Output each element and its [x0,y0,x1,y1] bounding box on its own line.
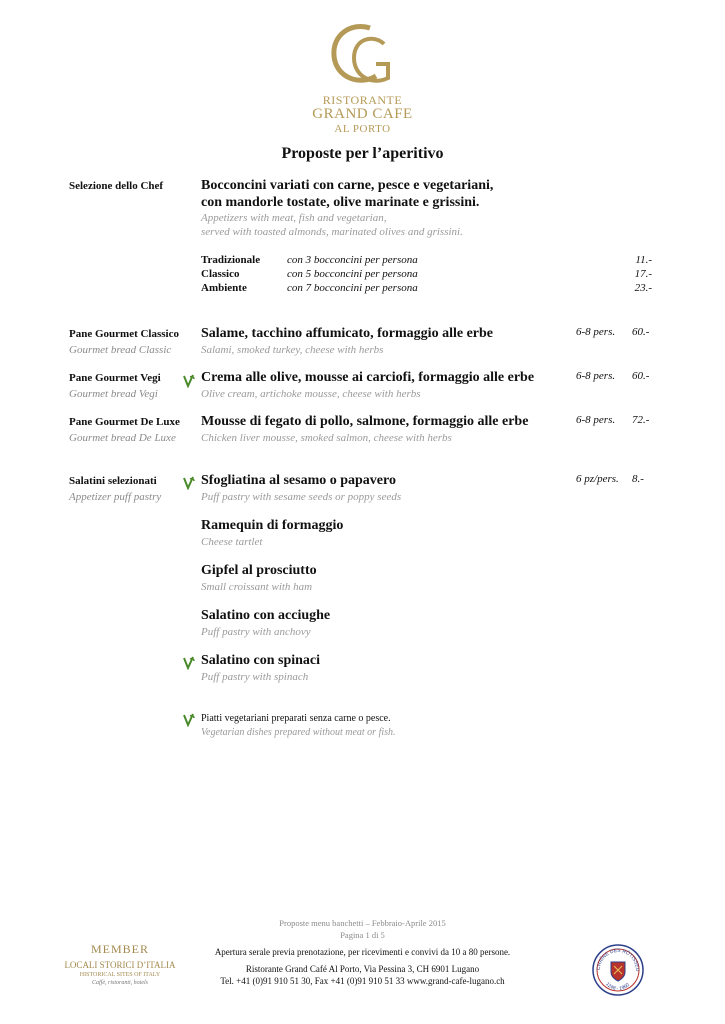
vegetarian-note: Piatti vegetariani preparati senza carne o pesce. [201,713,391,724]
bread-price: 60.- [632,370,650,382]
chef-en-line2: served with toasted almonds, marinated olives and grissini. [201,226,463,238]
bread-dish-en: Olive cream, artichoke mousse, cheese with herbs [201,388,421,400]
member-badge-title: MEMBER [90,942,149,956]
salatino-item-en: Puff pastry with anchovy [201,626,311,638]
brand-line-grand-cafe: GRAND CAFE [312,106,413,122]
brand-line-ristorante: RISTORANTE [322,93,403,107]
bread-qty: 6-8 pers. [576,326,616,338]
salatino-item: Gipfel al prosciutto [201,563,317,578]
bread-price: 72.- [632,414,650,426]
section-label-bread-classic: Pane Gourmet Classico [69,328,179,340]
bread-dish-en: Salami, smoked turkey, cheese with herbs [201,344,384,356]
salatino-item-en: Puff pastry with sesame seeds or poppy seeds [201,491,402,503]
page-title: Proposte per l’aperitivo [281,145,444,162]
salatino-item: Salatino con spinaci [201,653,321,668]
footer-address: Ristorante Grand Café Al Porto, Via Pessina 3, CH 6901 Lugano [245,964,480,974]
brand-line-al-porto: AL PORTO [334,123,391,135]
seal-bottom-text: 1248 - 1950 [604,981,631,993]
bread-price: 60.- [632,326,650,338]
chef-en-line1: Appetizers with meat, fish and vegetarian, [201,212,387,224]
vegetarian-leaf-icon [181,713,195,727]
chef-dish-line2: con mandorle tostate, olive marinate e grissini. [201,195,480,210]
section-label-en: Gourmet bread De Luxe [69,432,176,444]
grand-cafe-monogram-logo [322,20,402,92]
chef-dish-line1: Bocconcini variati con carne, pesce e vegetariani, [201,178,494,193]
chaine-des-rotisseurs-seal [592,944,644,996]
section-label-chef: Selezione dello Chef [69,180,164,192]
section-label-en: Appetizer puff pastry [69,491,162,503]
salatino-item-en: Cheese tartlet [201,536,263,548]
salatini-qty: 6 pz/pers. [576,473,619,485]
footer-contacts: Tel. +41 (0)91 910 51 30, Fax +41 (0)91 910 51 33 www.grand-cafe-lugano.ch [220,976,505,986]
section-label-bread-vegi: Pane Gourmet Vegi [69,372,161,384]
vegetarian-leaf-icon [181,656,195,670]
tier-name: Tradizionale [201,254,261,266]
footer-page-number: Pagina 1 di 5 [340,930,385,940]
member-badge-tagline: Caffè, ristoranti, hotels [91,980,148,986]
section-label-en: Gourmet bread Classic [69,344,172,356]
bread-dish: Salame, tacchino affumicato, formaggio alle erbe [201,326,493,341]
bread-qty: 6-8 pers. [576,414,616,426]
section-label-en: Gourmet bread Vegi [69,388,158,400]
vegetarian-leaf-icon [181,374,195,388]
bread-qty: 6-8 pers. [576,370,616,382]
salatino-item-en: Small croissant with ham [201,581,313,593]
salatino-item-en: Puff pastry with spinach [201,671,309,683]
tier-desc: con 7 bocconcini per persona [287,282,418,294]
bread-dish: Mousse di fegato di pollo, salmone, formaggio alle erbe [201,414,529,429]
footer-doc-ref: Proposte menu banchetti – Febbraio-Aprile 2015 [279,918,446,928]
tier-name: Classico [201,268,240,280]
bread-dish: Crema alle olive, mousse ai carciofi, formaggio alle erbe [201,370,535,385]
tier-price: 17.- [634,268,652,280]
tier-price: 11.- [635,254,652,266]
footer-opening-info: Apertura serale previa prenotazione, per ricevimenti e convivi da 10 a 80 persone. [214,947,511,957]
tier-desc: con 5 bocconcini per persona [287,268,418,280]
salatini-price: 8.- [632,473,644,485]
tier-name: Ambiente [201,282,247,294]
tier-desc: con 3 bocconcini per persona [287,254,418,266]
bread-dish-en: Chicken liver mousse, smoked salmon, cheese with herbs [201,432,452,444]
salatino-item: Salatino con acciughe [201,608,331,623]
tier-price: 23.- [634,282,652,294]
seal-top-text: CHAÎNE DES RÔTISSEU [595,947,641,972]
salatino-item: Sfogliatina al sesamo o papavero [201,473,396,488]
member-badge-subtitle: HISTORICAL SITES OF ITALY [79,972,161,978]
vegetarian-note-en: Vegetarian dishes prepared without meat or fish. [201,727,396,738]
section-label-salatini: Salatini selezionati [69,475,157,487]
salatino-item: Ramequin di formaggio [201,518,344,533]
section-label-bread-deluxe: Pane Gourmet De Luxe [69,416,180,428]
vegetarian-leaf-icon [181,476,195,490]
member-badge-name: LOCALI STORICI D’ITALIA [64,960,176,970]
